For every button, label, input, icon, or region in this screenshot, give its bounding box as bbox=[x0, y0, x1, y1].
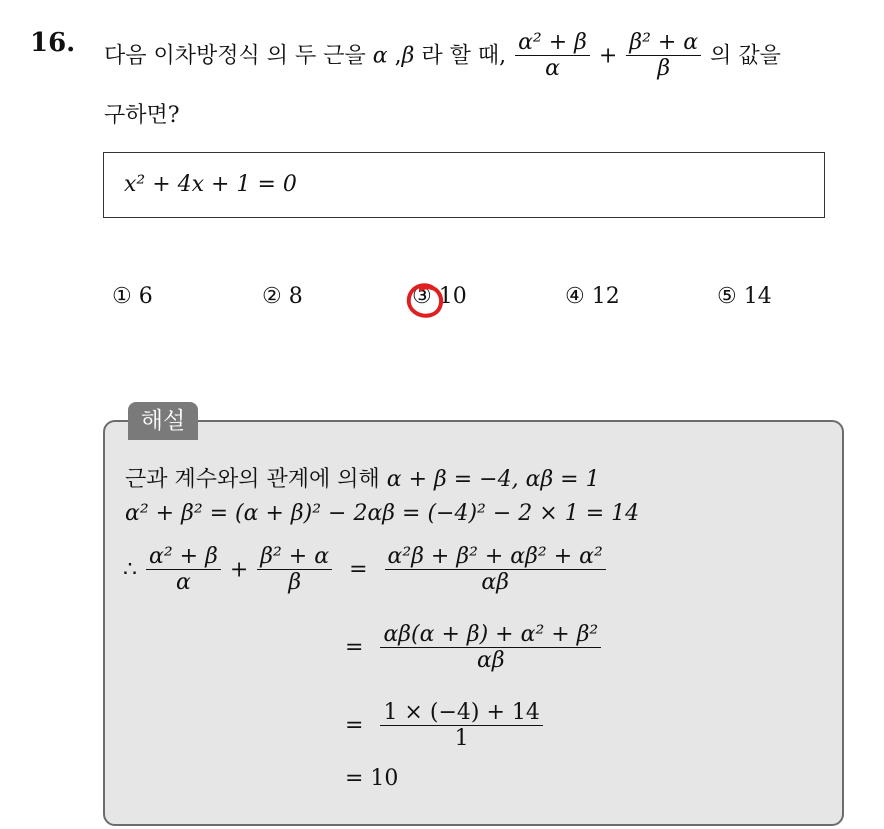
choice-1[interactable] bbox=[112, 284, 153, 309]
solution-line-1-math: α + β = −4, αβ = 1 bbox=[386, 467, 600, 492]
fraction-numerator: α²β + β² + αβ² + α² bbox=[385, 544, 606, 570]
choice-symbol: ⑤ bbox=[717, 284, 737, 309]
solution-fraction-1 bbox=[146, 544, 221, 597]
answer-mark-circle-icon bbox=[403, 278, 449, 324]
solution-line-4 bbox=[345, 622, 603, 675]
fraction-numerator: 1 × (−4) + 14 bbox=[380, 700, 542, 726]
solution-line-2: α² + β² = (α + β)² − 2αβ = (−4)² − 2 × 1 = 14 bbox=[125, 501, 640, 526]
fraction-denominator: α bbox=[545, 56, 560, 82]
choice-value: 10 bbox=[438, 284, 467, 309]
question-number: 16. bbox=[30, 28, 76, 58]
equals-sign: = bbox=[345, 635, 364, 661]
choice-value: 12 bbox=[591, 284, 620, 309]
therefore-symbol: ∴ bbox=[123, 557, 137, 583]
solution-line-5 bbox=[345, 700, 545, 753]
solution-fraction-4 bbox=[380, 622, 601, 675]
quadratic-equation: x² + 4x + 1 = 0 bbox=[124, 172, 297, 197]
choice-symbol: ① bbox=[112, 284, 132, 309]
fraction-denominator: β bbox=[657, 56, 671, 82]
plus-sign: + bbox=[598, 43, 618, 69]
solution-fraction-2 bbox=[257, 544, 332, 597]
fraction-numerator: α² + β bbox=[146, 544, 221, 570]
comma: , bbox=[394, 43, 402, 69]
question-fraction-2 bbox=[626, 30, 701, 83]
fraction-denominator: α bbox=[175, 570, 191, 596]
choice-5[interactable] bbox=[717, 284, 772, 309]
solution-line-1 bbox=[125, 462, 600, 493]
fraction-denominator: αβ bbox=[477, 648, 505, 674]
plus-sign: + bbox=[229, 557, 249, 583]
fraction-numerator: β² + α bbox=[257, 544, 332, 570]
solution-line-1-text: 근과 계수와의 관계에 의해 bbox=[125, 467, 380, 492]
fraction-numerator: β² + α bbox=[626, 30, 701, 56]
fraction-denominator: 1 bbox=[454, 726, 469, 752]
solution-fraction-3 bbox=[385, 544, 606, 597]
choice-symbol: ④ bbox=[565, 284, 585, 309]
question-text-before: 다음 이차방정식 의 두 근을 bbox=[104, 43, 366, 69]
choice-4[interactable] bbox=[565, 284, 620, 309]
choice-value: 14 bbox=[743, 284, 772, 309]
fraction-numerator: α² + β bbox=[515, 30, 590, 56]
solution-line-3 bbox=[123, 544, 608, 597]
equals-sign: = bbox=[349, 557, 368, 583]
equals-sign: = bbox=[345, 713, 364, 739]
question-text-after: 의 값을 bbox=[710, 43, 781, 69]
choice-2[interactable] bbox=[262, 284, 303, 309]
equation-box bbox=[103, 152, 825, 218]
choice-value: 6 bbox=[138, 284, 153, 309]
question-text-mid: 라 할 때, bbox=[421, 43, 507, 69]
fraction-numerator: αβ(α + β) + α² + β² bbox=[380, 622, 601, 648]
fraction-denominator: αβ bbox=[481, 570, 509, 596]
question-text bbox=[104, 30, 781, 83]
fraction-denominator: β bbox=[288, 570, 302, 596]
solution-final: = 10 bbox=[345, 766, 399, 791]
question-fraction-1 bbox=[515, 30, 590, 83]
solution-tab-label: 해설 bbox=[128, 402, 198, 440]
choice-symbol: ③ bbox=[412, 284, 432, 309]
question-text-line2: 구하면? bbox=[104, 103, 180, 128]
choice-symbol: ② bbox=[262, 284, 282, 309]
solution-fraction-5 bbox=[380, 700, 542, 753]
choice-value: 8 bbox=[288, 284, 303, 309]
solution-panel bbox=[103, 420, 844, 826]
beta-symbol: β bbox=[401, 43, 415, 69]
alpha-symbol: α bbox=[372, 43, 388, 69]
